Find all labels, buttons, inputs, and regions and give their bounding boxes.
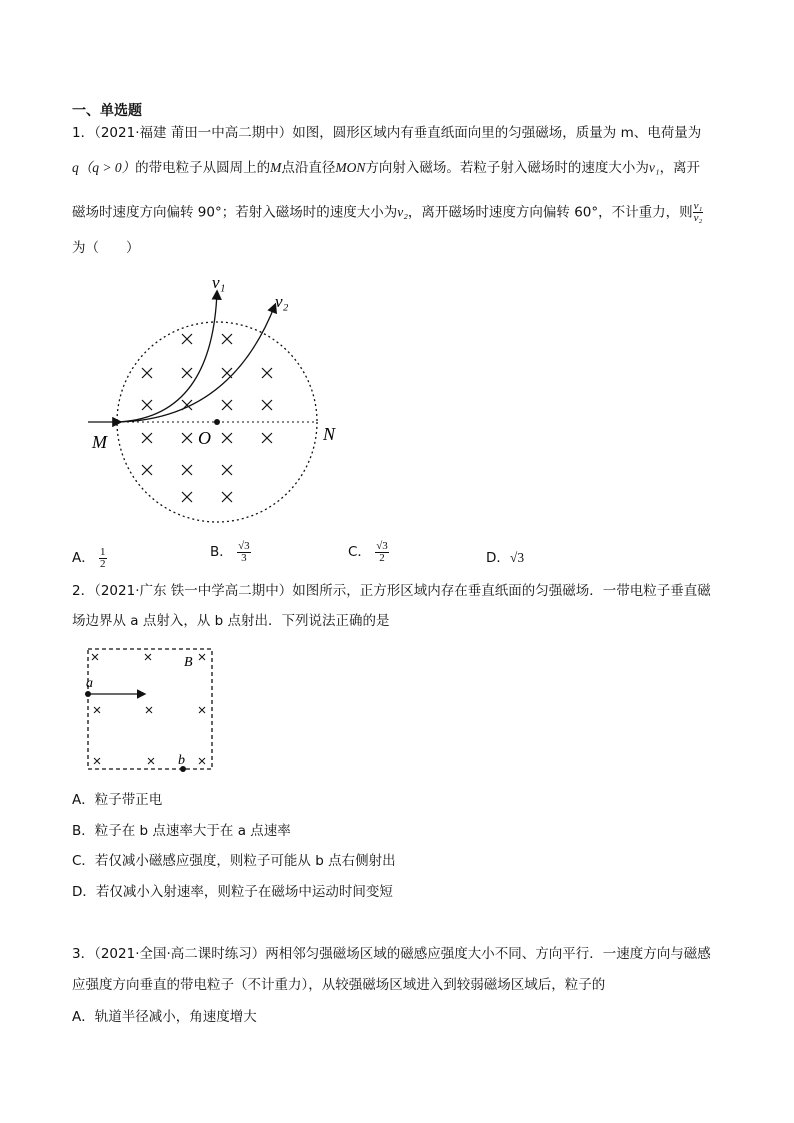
q1-option-a-fraction: $\frac{1}{2}$	[100, 545, 106, 570]
q2-option-a[interactable]: A．粒子带正电	[72, 792, 163, 808]
q1-line-2	[72, 160, 700, 176]
q2-line-1: 2．（2021·广东 铁一中学高二期中）如图所示，正方形区域内存在垂直纸面的匀强磁场．一带电粒子垂直磁	[72, 583, 711, 599]
label-n: N	[323, 424, 336, 444]
q2-figure-square-field	[82, 643, 222, 777]
q1-option-d[interactable]	[486, 546, 524, 566]
q2-option-d[interactable]: D．若仅减小入射速率，则粒子在磁场中运动时间变短	[72, 884, 393, 900]
section-heading: 一、单选题	[72, 103, 142, 119]
label-v1: v₁	[212, 273, 226, 292]
q1-line-3	[72, 201, 703, 224]
q1-option-c-label: C．	[348, 544, 371, 560]
trajectory-v1	[117, 292, 217, 422]
label-v2: v₂	[275, 292, 289, 311]
q1-diameter: MON	[335, 160, 366, 175]
trajectory-v2	[117, 305, 275, 422]
label-m: M	[92, 432, 107, 452]
field-crosses	[142, 334, 272, 502]
q1-option-b-fraction: $\frac{√3}{3}$	[238, 539, 250, 564]
q1-option-c-fraction: $\frac{√3}{2}$	[376, 539, 388, 564]
q2-line-2: 场边界从 a 点射入，从 b 点射出．下列说法正确的是	[72, 613, 390, 629]
center-dot	[214, 419, 220, 425]
q1-option-b[interactable]	[210, 540, 251, 564]
q1-text: 磁场时速度方向偏转 90°；若射入磁场时的速度大小为	[72, 204, 398, 221]
q1-text: 点沿直径	[281, 160, 336, 176]
q1-ratio-denominator: v₂	[693, 212, 703, 224]
q3-option-a[interactable]: A．轨道半径减小，角速度增大	[72, 1009, 257, 1025]
q1-option-a-label: A．	[72, 550, 95, 566]
q2-option-c[interactable]: C．若仅减小磁感应强度，则粒子可能从 b 点右侧射出	[72, 853, 396, 869]
q1-text: 方向射入磁场。若粒子射入磁场时的速度大小为	[365, 160, 649, 176]
q1-line-1: 1．（2021·福建 莆田一中高二期中）如图，圆形区域内有垂直纸面向里的匀强磁场，质量为 m、电荷量为	[72, 125, 702, 141]
q1-v2: v₂	[397, 204, 408, 220]
q1-point-m: M	[270, 160, 282, 175]
q1-text: 的带电粒子从圆周上的	[135, 160, 271, 176]
q3-line-2: 应强度方向垂直的带电粒子（不计重力），从较强磁场区域进入到较弱磁场区域后，粒子的	[72, 977, 606, 993]
q1-ratio-fraction	[693, 201, 704, 224]
q1-v1: v₁	[648, 160, 660, 175]
field-crosses	[92, 654, 205, 764]
q1-option-d-value: √3	[509, 550, 525, 565]
q2-option-b[interactable]: B．粒子在 b 点速率大于在 a 点速率	[72, 823, 291, 839]
q1-option-a[interactable]	[72, 546, 107, 570]
q1-text: ，离开磁场时速度方向偏转 60°，不计重力，则	[407, 204, 693, 221]
q1-ratio-numerator: v₁	[693, 200, 703, 212]
q1-option-d-label: D．	[486, 550, 510, 566]
label-o: O	[198, 428, 211, 448]
q1-option-c[interactable]	[348, 540, 389, 564]
q3-line-1: 3．（2021·全国·高二课时练习）两相邻匀强磁场区域的磁感应强度大小不同、方向平行．一速度方向与磁感	[72, 946, 711, 962]
label-a: a	[86, 676, 93, 691]
q1-option-b-label: B．	[210, 544, 233, 560]
q1-figure-circle-field	[80, 270, 360, 530]
label-b: b	[178, 753, 185, 768]
q1-charge: q（q > 0）	[72, 160, 136, 175]
q1-line-4: 为（ ）	[72, 240, 140, 256]
q1-text: ，离开	[659, 160, 701, 176]
label-b-field: B	[184, 655, 193, 670]
